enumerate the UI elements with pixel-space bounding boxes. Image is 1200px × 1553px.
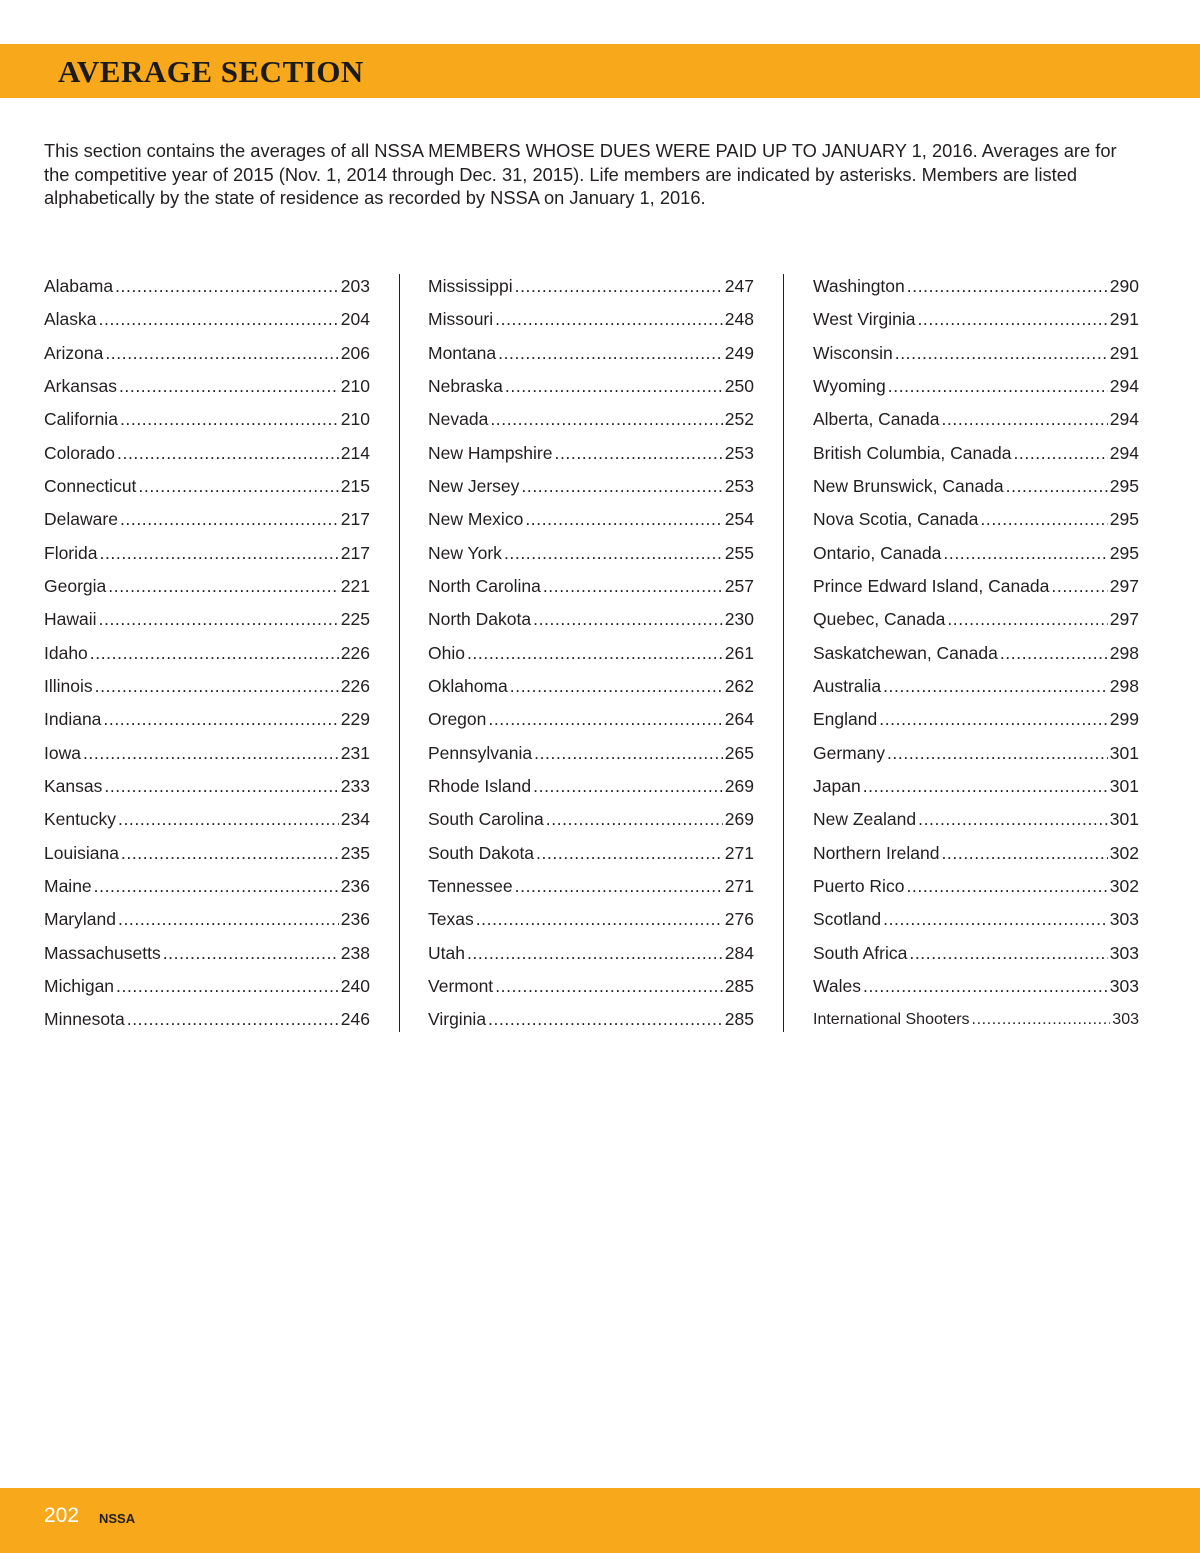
dot-leader bbox=[121, 837, 339, 870]
index-entry bbox=[813, 803, 1139, 836]
dot-leader bbox=[917, 303, 1107, 336]
index-entry-page: 269 bbox=[724, 775, 754, 796]
index-entry bbox=[813, 270, 1139, 303]
dot-leader bbox=[909, 937, 1107, 970]
dot-leader bbox=[883, 670, 1108, 703]
index-entry-page: 221 bbox=[340, 575, 370, 596]
index-entry-page: 290 bbox=[1109, 276, 1139, 296]
index-entry bbox=[428, 737, 754, 770]
index-entry-page: 271 bbox=[724, 842, 754, 863]
index-entry-name: Scotland bbox=[813, 909, 882, 930]
index-entry bbox=[428, 937, 754, 970]
index-entry-page: 238 bbox=[340, 942, 370, 963]
index-entry-name: South Dakota bbox=[428, 842, 535, 863]
index-entry-name: Prince Edward Island, Canada bbox=[813, 575, 1050, 596]
index-entry bbox=[428, 503, 754, 536]
index-entry-page: 294 bbox=[1109, 442, 1139, 463]
dot-leader bbox=[115, 270, 339, 303]
index-entry-page: 226 bbox=[340, 642, 370, 663]
dot-leader bbox=[533, 603, 723, 636]
index-entry-name: Wales bbox=[813, 975, 861, 996]
dot-leader bbox=[536, 837, 723, 870]
index-entry bbox=[813, 670, 1139, 703]
dot-leader bbox=[943, 537, 1107, 570]
dot-leader bbox=[119, 370, 339, 403]
dot-leader bbox=[515, 270, 723, 303]
index-entry-name: Northern Ireland bbox=[813, 842, 940, 863]
index-entry-page: 204 bbox=[340, 309, 370, 330]
index-entry-name: Vermont bbox=[428, 975, 494, 996]
index-entry-page: 302 bbox=[1109, 875, 1139, 896]
index-entry-name: New Hampshire bbox=[428, 442, 553, 463]
index-entry-name: Colorado bbox=[44, 442, 116, 463]
index-entry-name: Louisiana bbox=[44, 842, 119, 863]
index-entry-page: 276 bbox=[724, 909, 754, 930]
dot-leader bbox=[863, 770, 1108, 803]
dot-leader bbox=[467, 937, 723, 970]
dot-leader bbox=[906, 870, 1107, 903]
index-entry-name: Quebec, Canada bbox=[813, 609, 946, 630]
index-entry-page: 301 bbox=[1109, 742, 1139, 763]
index-entry bbox=[813, 603, 1139, 636]
dot-leader bbox=[504, 537, 723, 570]
index-entry-name: South Africa bbox=[813, 942, 908, 963]
index-entry-page: 203 bbox=[340, 276, 370, 296]
dot-leader bbox=[488, 703, 722, 736]
index-entry-name: Iowa bbox=[44, 742, 81, 763]
index-entry bbox=[813, 703, 1139, 736]
index-entry-name: North Dakota bbox=[428, 609, 532, 630]
dot-leader bbox=[534, 737, 723, 770]
index-entry bbox=[428, 837, 754, 870]
dot-leader bbox=[467, 637, 723, 670]
dot-leader bbox=[104, 770, 338, 803]
index-entry-page: 285 bbox=[724, 975, 754, 996]
index-entry bbox=[44, 370, 370, 403]
index-entry bbox=[428, 303, 754, 336]
index-entry bbox=[813, 937, 1139, 970]
dot-leader bbox=[543, 570, 723, 603]
dot-leader bbox=[94, 870, 339, 903]
index-column-1 bbox=[44, 270, 370, 1038]
index-entry-name: Alabama bbox=[44, 276, 114, 296]
index-entry-name: Ohio bbox=[428, 642, 465, 663]
index-entry bbox=[813, 537, 1139, 570]
index-entry-page: 233 bbox=[340, 775, 370, 796]
index-entry-page: 303 bbox=[1112, 1011, 1139, 1029]
index-entry bbox=[813, 370, 1139, 403]
index-entry-page: 297 bbox=[1109, 609, 1139, 630]
index-entry bbox=[813, 637, 1139, 670]
index-entry-name: Minnesota bbox=[44, 1009, 125, 1030]
index-entry-page: 240 bbox=[340, 975, 370, 996]
index-entry bbox=[813, 837, 1139, 870]
index-entry-page: 234 bbox=[340, 809, 370, 830]
index-entry bbox=[428, 1003, 754, 1036]
dot-leader bbox=[103, 703, 338, 736]
index-entry-name: Utah bbox=[428, 942, 465, 963]
dot-leader bbox=[533, 770, 723, 803]
footer-brand: NSSA bbox=[99, 1511, 136, 1526]
dot-leader bbox=[100, 537, 339, 570]
index-entry-page: 291 bbox=[1109, 342, 1139, 363]
index-entry-name: Kentucky bbox=[44, 809, 116, 830]
index-entry-page: 231 bbox=[340, 742, 370, 763]
dot-leader bbox=[879, 703, 1108, 736]
index-entry-page: 253 bbox=[724, 442, 754, 463]
dot-leader bbox=[498, 337, 723, 370]
index-column-2 bbox=[428, 270, 754, 1038]
index-entry bbox=[44, 970, 370, 1003]
index-entry bbox=[428, 670, 754, 703]
dot-leader bbox=[163, 937, 339, 970]
dot-leader bbox=[1000, 637, 1108, 670]
dot-leader bbox=[895, 337, 1108, 370]
index-entry-name: Texas bbox=[428, 909, 474, 930]
index-entry-name: Michigan bbox=[44, 975, 115, 996]
dot-leader bbox=[495, 970, 723, 1003]
index-entry-page: 253 bbox=[724, 475, 754, 496]
index-entry bbox=[44, 470, 370, 503]
index-entry bbox=[44, 903, 370, 936]
dot-leader bbox=[120, 503, 339, 536]
index-entry-name: Maine bbox=[44, 875, 92, 896]
index-entry bbox=[44, 937, 370, 970]
index-entry bbox=[813, 303, 1139, 336]
index-entry bbox=[428, 637, 754, 670]
dot-leader bbox=[1051, 570, 1107, 603]
dot-leader bbox=[99, 303, 339, 336]
index-entry-name: South Carolina bbox=[428, 809, 544, 830]
index-entry bbox=[813, 770, 1139, 803]
index-entry-name: Tennessee bbox=[428, 875, 513, 896]
index-entry bbox=[428, 603, 754, 636]
index-entry-page: 265 bbox=[724, 742, 754, 763]
index-entry-name: Hawaii bbox=[44, 609, 97, 630]
dot-leader bbox=[521, 470, 722, 503]
dot-leader bbox=[510, 670, 723, 703]
index-entry-name: Virginia bbox=[428, 1009, 487, 1030]
index-entry-page: 217 bbox=[340, 509, 370, 530]
index-entry-name: New Mexico bbox=[428, 509, 524, 530]
index-entry bbox=[44, 870, 370, 903]
index-entry-name: Alberta, Canada bbox=[813, 409, 940, 430]
index-entry-page: 246 bbox=[340, 1009, 370, 1030]
index-entry-name: Florida bbox=[44, 542, 98, 563]
dot-leader bbox=[490, 403, 722, 436]
index-entry-name: Delaware bbox=[44, 509, 118, 530]
index-entry bbox=[44, 603, 370, 636]
index-entry-page: 298 bbox=[1109, 642, 1139, 663]
index-entry-page: 225 bbox=[340, 609, 370, 630]
dot-leader bbox=[515, 870, 723, 903]
index-entry bbox=[428, 437, 754, 470]
index-entry bbox=[44, 570, 370, 603]
dot-leader bbox=[863, 970, 1108, 1003]
index-entry-page: 247 bbox=[724, 276, 754, 296]
index-entry-name: Germany bbox=[813, 742, 885, 763]
dot-leader bbox=[941, 837, 1107, 870]
dot-leader bbox=[1013, 437, 1107, 470]
page-title: AVERAGE SECTION bbox=[58, 54, 364, 89]
index-entry-page: 230 bbox=[724, 609, 754, 630]
index-entry-page: 217 bbox=[340, 542, 370, 563]
index-entry bbox=[428, 803, 754, 836]
dot-leader bbox=[907, 270, 1108, 303]
index-entry-page: 291 bbox=[1109, 309, 1139, 330]
index-entry-name: Puerto Rico bbox=[813, 875, 905, 896]
index-entry-name: Georgia bbox=[44, 575, 107, 596]
dot-leader bbox=[918, 803, 1108, 836]
index-entry-page: 249 bbox=[724, 342, 754, 363]
index-entry-page: 229 bbox=[340, 709, 370, 730]
index-entry-page: 299 bbox=[1109, 709, 1139, 730]
index-entry-page: 206 bbox=[340, 342, 370, 363]
index-entry bbox=[813, 1003, 1139, 1036]
index-entry-name: International Shooters bbox=[813, 1011, 970, 1029]
dot-leader bbox=[116, 970, 339, 1003]
index-entry-name: Pennsylvania bbox=[428, 742, 533, 763]
index-entry bbox=[428, 537, 754, 570]
index-entry-page: 271 bbox=[724, 875, 754, 896]
index-entry-page: 303 bbox=[1109, 975, 1139, 996]
index-entry bbox=[44, 270, 370, 303]
index-entry-page: 250 bbox=[724, 375, 754, 396]
dot-leader bbox=[495, 303, 723, 336]
index-entry-page: 285 bbox=[724, 1009, 754, 1030]
index-entry-page: 235 bbox=[340, 842, 370, 863]
dot-leader bbox=[120, 403, 339, 436]
index-entry-page: 301 bbox=[1109, 809, 1139, 830]
index-entry-name: New Jersey bbox=[428, 475, 520, 496]
index-entry-page: 295 bbox=[1109, 475, 1139, 496]
index-entry-page: 284 bbox=[724, 942, 754, 963]
index-entry-name: Japan bbox=[813, 775, 861, 796]
index-entry-page: 257 bbox=[724, 575, 754, 596]
index-entry-page: 295 bbox=[1109, 509, 1139, 530]
index-entry bbox=[813, 503, 1139, 536]
dot-leader bbox=[554, 437, 722, 470]
index-entry-name: Montana bbox=[428, 342, 497, 363]
index-entry bbox=[44, 803, 370, 836]
dot-leader bbox=[525, 503, 722, 536]
index-entry-name: Nova Scotia, Canada bbox=[813, 509, 979, 530]
index-entry-name: Wisconsin bbox=[813, 342, 893, 363]
index-entry-page: 303 bbox=[1109, 909, 1139, 930]
dot-leader bbox=[90, 637, 339, 670]
index-entry bbox=[44, 403, 370, 436]
index-entry bbox=[428, 403, 754, 436]
dot-leader bbox=[972, 1003, 1111, 1036]
intro-paragraph: This section contains the averages of all NSSA MEMBERS WHOSE DUES WERE PAID UP TO JANUARY 1, 2016. Averages are for the competitive year of 2015 (Nov. 1, 2014 through Dec. 31, 2015). Life members are indicated by asterisks. Members are listed alphabetically by the state of residence as recorded by NSSA on January 1, 2016. bbox=[44, 140, 1117, 208]
index-entry bbox=[428, 270, 754, 303]
dot-leader bbox=[980, 503, 1107, 536]
index-entry-page: 302 bbox=[1109, 842, 1139, 863]
index-entry-name: Rhode Island bbox=[428, 775, 532, 796]
index-entry bbox=[813, 570, 1139, 603]
index-entry-name: New York bbox=[428, 542, 502, 563]
index-entry bbox=[44, 703, 370, 736]
index-entry-name: Ontario, Canada bbox=[813, 542, 942, 563]
index-entry bbox=[44, 637, 370, 670]
index-entry bbox=[813, 870, 1139, 903]
index-entry-page: 236 bbox=[340, 875, 370, 896]
index-entry-name: West Virginia bbox=[813, 309, 916, 330]
index-entry bbox=[428, 370, 754, 403]
index-entry-name: Oregon bbox=[428, 709, 487, 730]
dot-leader bbox=[488, 1003, 723, 1036]
dot-leader bbox=[127, 1003, 339, 1036]
index-entry bbox=[44, 337, 370, 370]
index-entry bbox=[428, 970, 754, 1003]
index-entry-name: North Carolina bbox=[428, 575, 541, 596]
index-entry-page: 226 bbox=[340, 675, 370, 696]
dot-leader bbox=[108, 570, 339, 603]
index-entry-name: Wyoming bbox=[813, 375, 886, 396]
index-entry-name: Nevada bbox=[428, 409, 489, 430]
dot-leader bbox=[138, 470, 338, 503]
index-entry bbox=[813, 970, 1139, 1003]
dot-leader bbox=[476, 903, 723, 936]
index-entry bbox=[44, 737, 370, 770]
index-entry bbox=[813, 737, 1139, 770]
index-entry bbox=[813, 403, 1139, 436]
index-entry bbox=[44, 770, 370, 803]
index-entry-page: 210 bbox=[340, 375, 370, 396]
index-entry-name: Nebraska bbox=[428, 375, 503, 396]
dot-leader bbox=[95, 670, 339, 703]
index-entry-name: New Zealand bbox=[813, 809, 917, 830]
index-entry-page: 294 bbox=[1109, 409, 1139, 430]
index-entry-name: Indiana bbox=[44, 709, 102, 730]
index-entry-page: 303 bbox=[1109, 942, 1139, 963]
dot-leader bbox=[505, 370, 723, 403]
index-entry-name: Connecticut bbox=[44, 475, 137, 496]
index-entry bbox=[428, 470, 754, 503]
index-entry bbox=[813, 903, 1139, 936]
index-entry bbox=[428, 870, 754, 903]
index-entry bbox=[44, 837, 370, 870]
index-entry-name: Illinois bbox=[44, 675, 93, 696]
index-entry bbox=[44, 437, 370, 470]
index-entry bbox=[813, 337, 1139, 370]
dot-leader bbox=[83, 737, 339, 770]
index-entry-page: 294 bbox=[1109, 375, 1139, 396]
index-entry bbox=[428, 903, 754, 936]
index-entry-name: British Columbia, Canada bbox=[813, 442, 1012, 463]
index-entry-page: 298 bbox=[1109, 675, 1139, 696]
index-entry-page: 236 bbox=[340, 909, 370, 930]
dot-leader bbox=[883, 903, 1108, 936]
index-entry-page: 261 bbox=[724, 642, 754, 663]
dot-leader bbox=[118, 903, 339, 936]
index-entry-name: Arkansas bbox=[44, 375, 117, 396]
index-entry bbox=[813, 437, 1139, 470]
index-entry-page: 295 bbox=[1109, 542, 1139, 563]
column-divider bbox=[783, 274, 784, 1032]
index-entry-name: Saskatchewan, Canada bbox=[813, 642, 998, 663]
index-entry-page: 301 bbox=[1109, 775, 1139, 796]
index-entry-name: New Brunswick, Canada bbox=[813, 475, 1004, 496]
index-entry-page: 254 bbox=[724, 509, 754, 530]
index-entry-page: 214 bbox=[340, 442, 370, 463]
column-divider bbox=[399, 274, 400, 1032]
index-entry-name: Maryland bbox=[44, 909, 116, 930]
dot-leader bbox=[99, 603, 339, 636]
dot-leader bbox=[1006, 470, 1108, 503]
index-entry bbox=[44, 1003, 370, 1036]
dot-leader bbox=[546, 803, 723, 836]
index-entry bbox=[813, 470, 1139, 503]
dot-leader bbox=[105, 337, 338, 370]
index-entry-name: Missouri bbox=[428, 309, 494, 330]
index-entry-page: 248 bbox=[724, 309, 754, 330]
index-entry-name: England bbox=[813, 709, 878, 730]
index-entry bbox=[44, 537, 370, 570]
index-entry-page: 264 bbox=[724, 709, 754, 730]
index-entry-name: Oklahoma bbox=[428, 675, 508, 696]
index-entry-page: 215 bbox=[340, 475, 370, 496]
footer-page-number: 202 bbox=[44, 1504, 80, 1527]
index-entry-name: Mississippi bbox=[428, 276, 513, 296]
index-entry-page: 269 bbox=[724, 809, 754, 830]
index-entry-page: 262 bbox=[724, 675, 754, 696]
index-column-3 bbox=[813, 270, 1139, 1038]
index-entry-page: 255 bbox=[724, 542, 754, 563]
index-entry-name: Alaska bbox=[44, 309, 97, 330]
index-entry bbox=[428, 703, 754, 736]
index-entry-name: Arizona bbox=[44, 342, 104, 363]
dot-leader bbox=[941, 403, 1107, 436]
index-entry bbox=[44, 303, 370, 336]
index-entry-name: Kansas bbox=[44, 775, 103, 796]
index-entry-name: Australia bbox=[813, 675, 882, 696]
index-entry-page: 252 bbox=[724, 409, 754, 430]
index-entry-page: 297 bbox=[1109, 575, 1139, 596]
dot-leader bbox=[947, 603, 1107, 636]
dot-leader bbox=[888, 370, 1108, 403]
index-entry bbox=[428, 770, 754, 803]
index-entry bbox=[44, 503, 370, 536]
index-entry bbox=[44, 670, 370, 703]
dot-leader bbox=[887, 737, 1108, 770]
footer-band bbox=[0, 1488, 1200, 1553]
index-entry-name: Washington bbox=[813, 276, 905, 296]
index-entry-name: Massachusetts bbox=[44, 942, 161, 963]
dot-leader bbox=[118, 803, 339, 836]
index-entry bbox=[428, 337, 754, 370]
index-entry-name: California bbox=[44, 409, 118, 430]
index-entry-name: Idaho bbox=[44, 642, 88, 663]
index-entry-page: 210 bbox=[340, 409, 370, 430]
dot-leader bbox=[117, 437, 339, 470]
index-entry bbox=[428, 570, 754, 603]
